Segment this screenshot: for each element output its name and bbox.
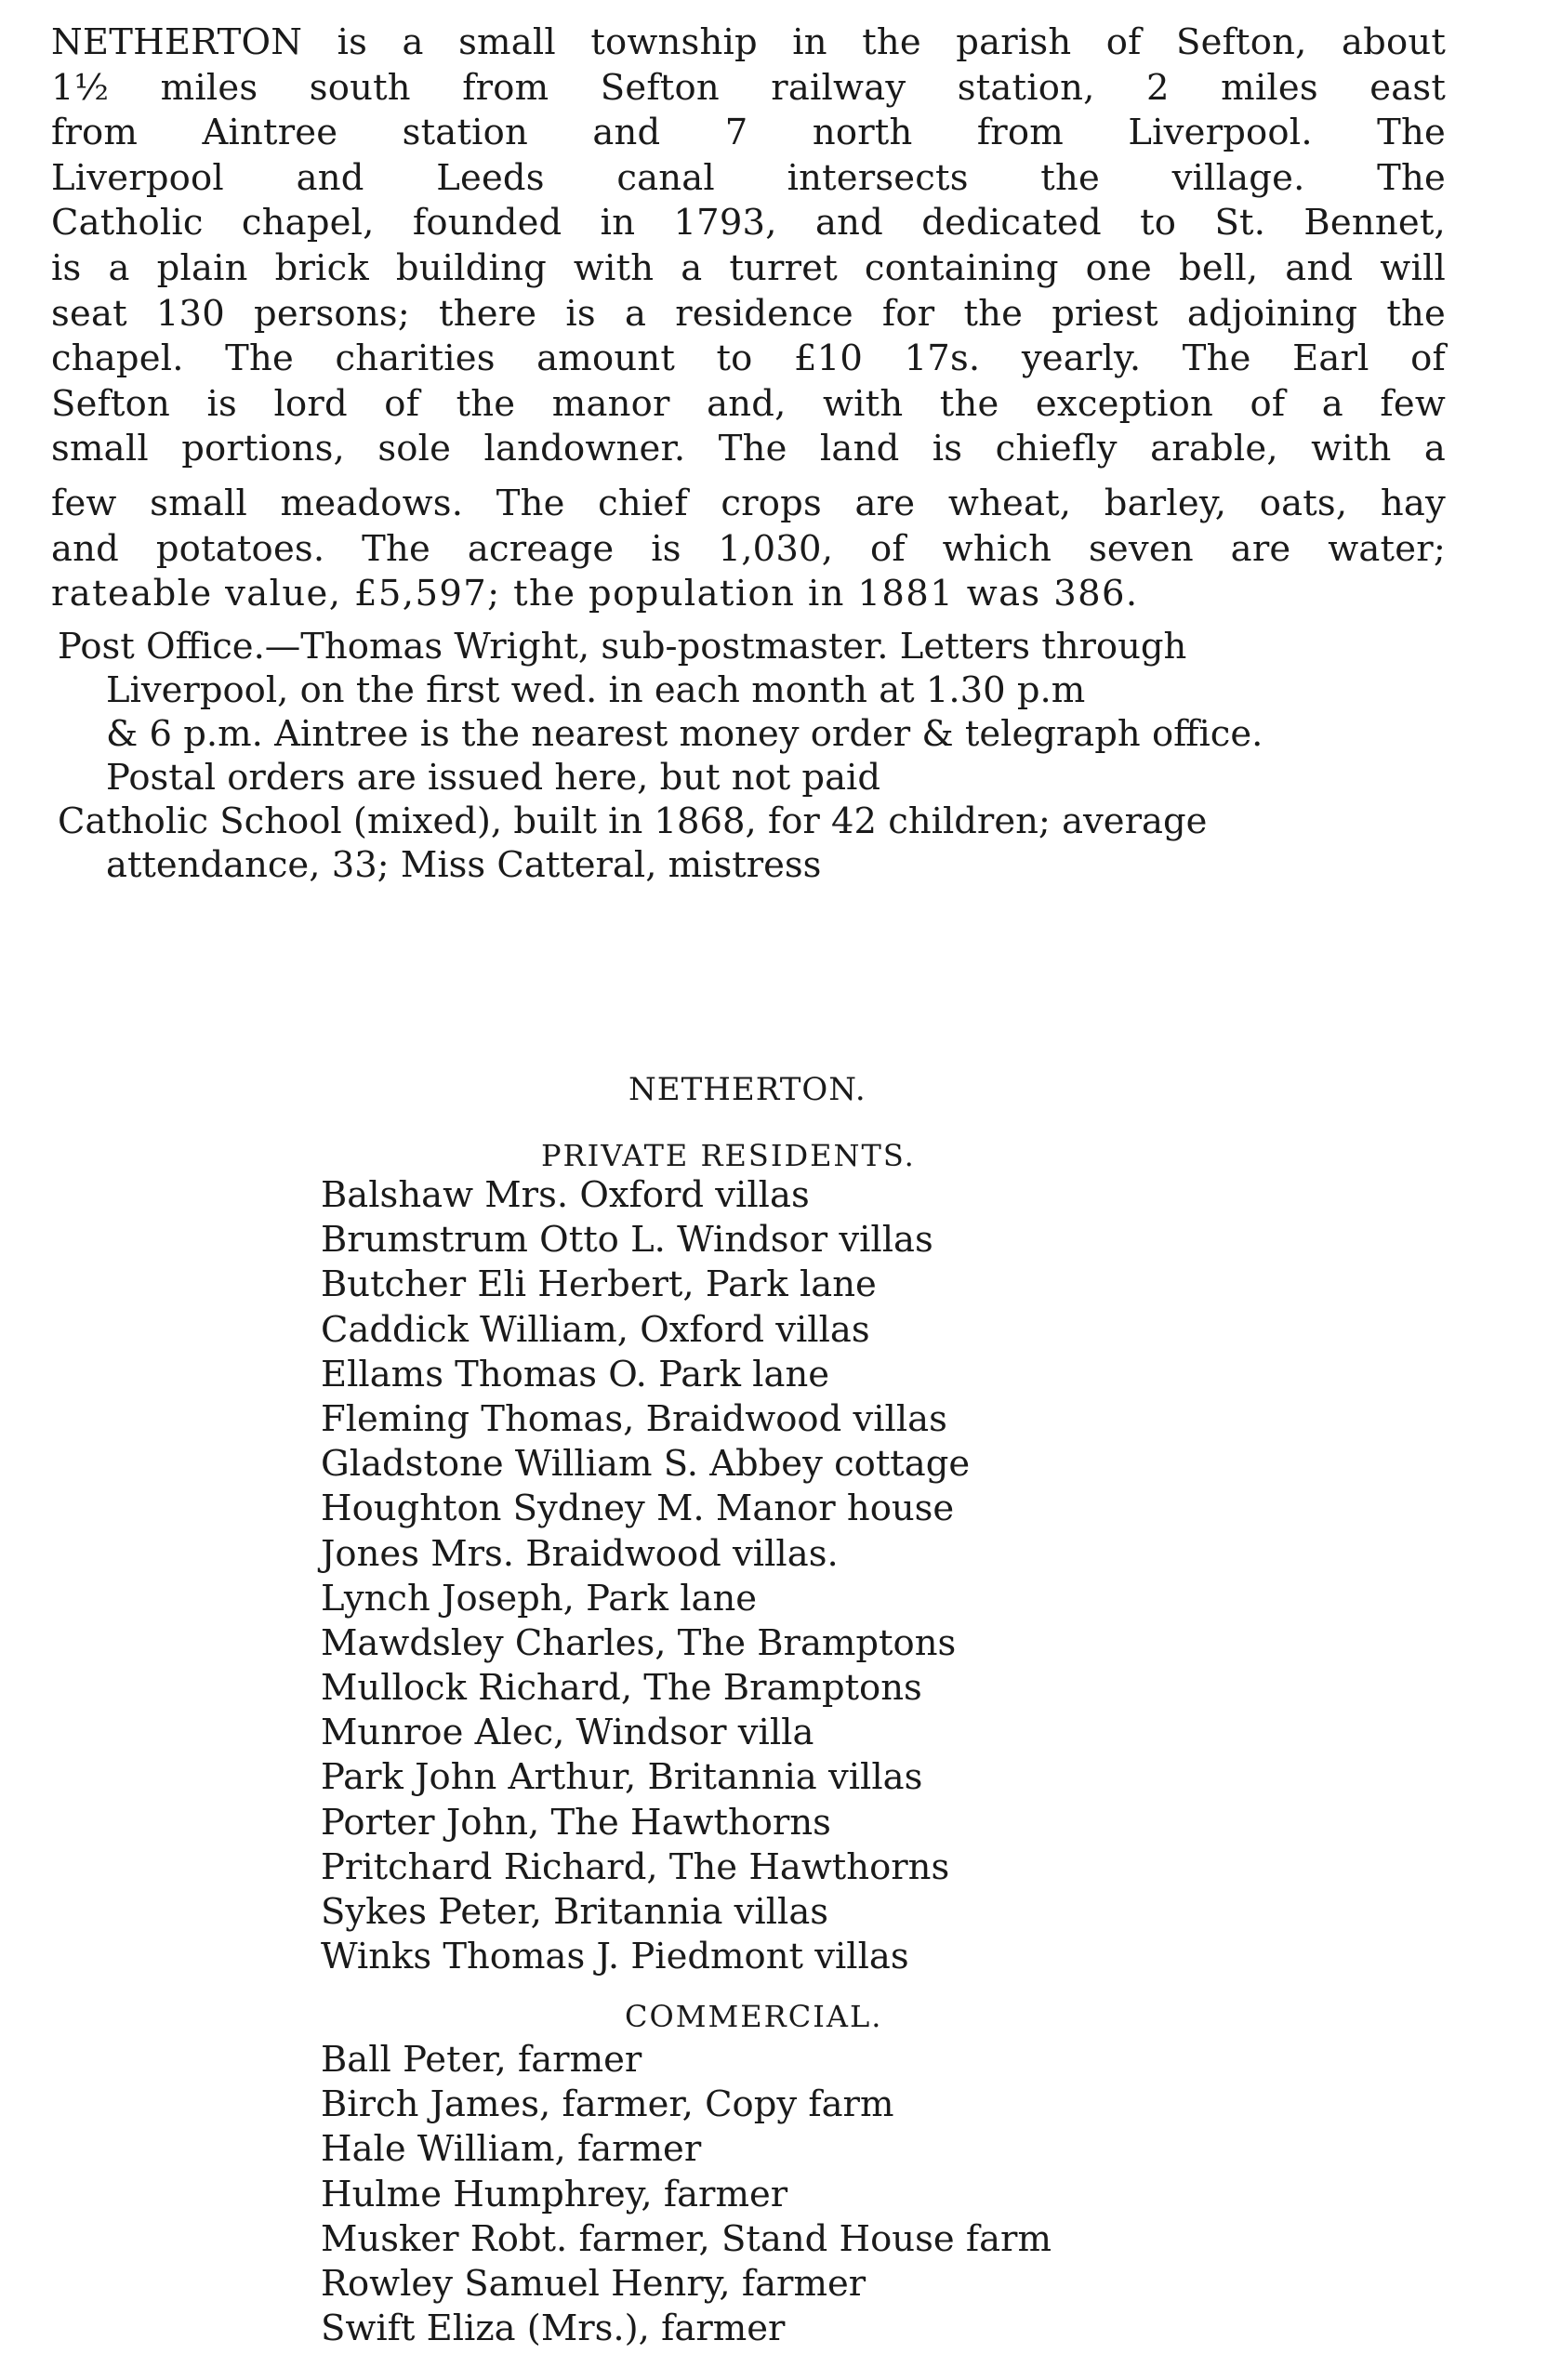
note-continuation-line: Liverpool, on the first wed. in each month at 1.30 p.m — [106, 669, 1086, 711]
commercial-entry: Rowley Samuel Henry, farmer — [321, 2262, 866, 2305]
private-resident-entry: Gladstone William S. Abbey cottage — [321, 1443, 971, 1486]
note-continuation-line: Postal orders are issued here, but not paid — [106, 757, 880, 799]
intro-paragraph-1-line: is a plain brick building with a turret containing one bell, and will — [51, 246, 1446, 289]
private-resident-entry: Porter John, The Hawthorns — [321, 1801, 831, 1844]
intro-paragraph-1-line: Liverpool and Leeds canal intersects the village. The — [51, 156, 1446, 199]
private-resident-entry: Balshaw Mrs. Oxford villas — [321, 1174, 810, 1216]
private-resident-entry: Lynch Joseph, Park lane — [321, 1577, 758, 1620]
intro-paragraph-1-line: Sefton is lord of the manor and, with the exception of a few — [51, 382, 1446, 425]
note-entry — [58, 800, 1480, 887]
private-resident-entry: Butcher Eli Herbert, Park lane — [321, 1263, 877, 1306]
private-resident-entry: Pritchard Richard, The Hawthorns — [321, 1845, 950, 1888]
private-resident-entry: Ellams Thomas O. Park lane — [321, 1353, 830, 1395]
private-resident-entry: Fleming Thomas, Braidwood villas — [321, 1397, 947, 1440]
intro-paragraph-1-line: Catholic chapel, founded in 1793, and dedicated to St. Bennet, — [51, 202, 1446, 245]
private-residents-heading: PRIVATE RESIDENTS. — [541, 1138, 916, 1173]
note-first-line: Catholic School (mixed), built in 1868, for 42 children; average — [58, 800, 1208, 842]
commercial-entry: Birch James, farmer, Copy farm — [321, 2083, 894, 2126]
intro-paragraph-2-line: and potatoes. The acreage is 1,030, of which seven are water; — [51, 527, 1446, 570]
intro-paragraph-1-line: NETHERTON is a small township in the parish of Sefton, about — [51, 21, 1446, 63]
private-resident-entry: Munroe Alec, Windsor villa — [321, 1712, 814, 1754]
private-resident-entry: Caddick William, Oxford villas — [321, 1308, 870, 1351]
private-resident-entry: Jones Mrs. Braidwood villas. — [321, 1532, 839, 1575]
intro-paragraph-1-line: from Aintree station and 7 north from Liverpool. The — [51, 112, 1446, 154]
intro-paragraph-1 — [51, 20, 1446, 472]
intro-paragraph-1-line: seat 130 persons; there is a residence for the priest adjoining the — [51, 292, 1446, 335]
private-residents-list — [321, 1173, 970, 1979]
commercial-entry: Musker Robt. farmer, Stand House farm — [321, 2217, 1052, 2260]
intro-paragraph-1-line: chapel. The charities amount to £10 17s. yearly. The Earl of — [51, 337, 1446, 380]
intro-paragraph-2-line: rateable value, £5,597; the population in 1881 was 386. — [51, 573, 1139, 615]
commercial-entry: Ball Peter, farmer — [321, 2039, 642, 2081]
commercial-entry: Hulme Humphrey, farmer — [321, 2173, 788, 2215]
note-first-line: Post Office.—Thomas Wright, sub-postmaster. Letters through — [58, 626, 1187, 668]
notes-block — [58, 625, 1480, 887]
intro-paragraph-2 — [51, 482, 1446, 617]
private-resident-entry: Houghton Sydney M. Manor house — [321, 1488, 955, 1530]
commercial-list — [321, 2038, 1052, 2351]
note-entry — [58, 625, 1480, 800]
commercial-entry: Swift Eliza (Mrs.), farmer — [321, 2307, 786, 2350]
private-resident-entry: Brumstrum Otto L. Windsor villas — [321, 1219, 933, 1262]
private-resident-entry: Sykes Peter, Britannia villas — [321, 1891, 829, 1933]
notes-list — [58, 625, 1480, 887]
directory-title: NETHERTON. — [628, 1071, 866, 1108]
intro-text — [51, 20, 1446, 617]
intro-paragraph-2-line: few small meadows. The chief crops are wheat, barley, oats, hay — [51, 482, 1446, 524]
commercial-heading: COMMERCIAL. — [625, 1999, 883, 2034]
private-resident-entry: Mawdsley Charles, The Bramptons — [321, 1621, 957, 1664]
note-continuation-line: attendance, 33; Miss Catteral, mistress — [106, 844, 822, 886]
private-resident-entry: Park John Arthur, Britannia villas — [321, 1756, 923, 1799]
intro-paragraph-1-line: small portions, sole landowner. The land is chiefly arable, with a — [51, 428, 1446, 470]
commercial-entry: Hale William, farmer — [321, 2128, 702, 2171]
note-continuation-line: & 6 p.m. Aintree is the nearest money order & telegraph office. — [106, 713, 1263, 755]
private-resident-entry: Winks Thomas J. Piedmont villas — [321, 1936, 909, 1978]
private-resident-entry: Mullock Richard, The Bramptons — [321, 1667, 922, 1710]
intro-paragraph-1-line: 1½ miles south from Sefton railway station, 2 miles east — [51, 66, 1446, 109]
